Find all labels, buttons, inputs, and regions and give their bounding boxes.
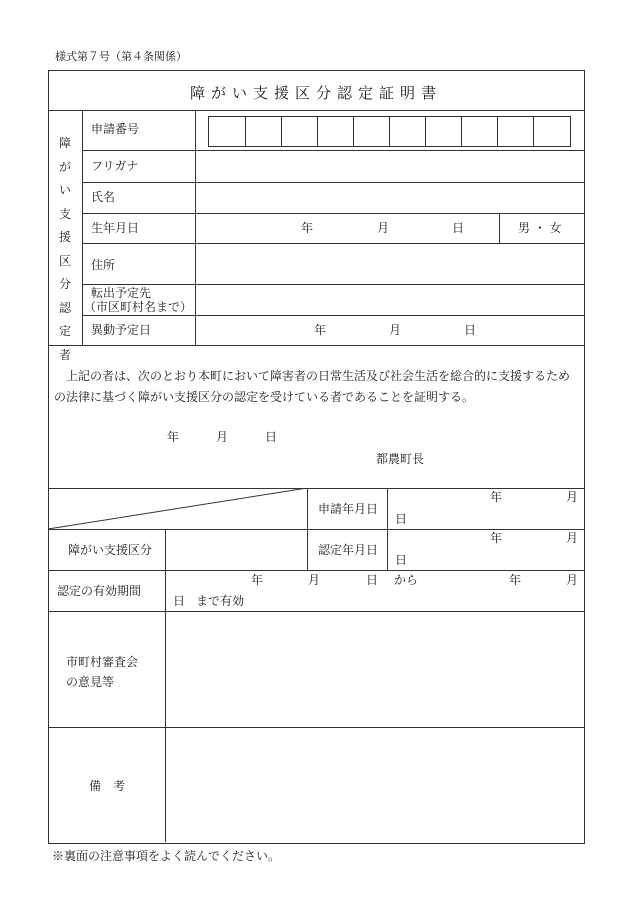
validity-start-day-unit: 日 xyxy=(366,573,379,587)
transfer-destination-note: （市区町村名まで） xyxy=(84,300,193,314)
validity-end-year-unit: 年 xyxy=(509,573,522,587)
footer-note: ※裏面の注意事項をよく読んでください。 xyxy=(52,849,281,863)
name-label: 氏名 xyxy=(91,190,116,204)
birth-date-label: 生年月日 xyxy=(91,221,140,235)
council-opinion-label: 市町村審査会 xyxy=(66,655,139,669)
furigana-label: フリガナ xyxy=(91,159,139,173)
move-date-label: 異動予定日 xyxy=(91,323,152,337)
cert-date-month-unit: 月 xyxy=(566,531,579,545)
validity-from: から xyxy=(394,573,419,587)
issue-day-unit: 日 xyxy=(265,430,278,444)
validity-start-year-unit: 年 xyxy=(251,573,264,587)
birth-day-unit: 日 xyxy=(452,221,465,235)
move-year-unit: 年 xyxy=(314,323,327,337)
form-number: 様式第７号（第４条関係） xyxy=(55,50,187,63)
cert-date-day-unit: 日 xyxy=(395,553,408,567)
move-day-unit: 日 xyxy=(464,323,477,337)
certification-line-1: 上記の者は、次のとおり本町において障害者の日常生活及び社会生活を総合的に支援するため xyxy=(66,369,571,383)
validity-end-day-unit: 日 xyxy=(173,594,186,608)
issue-year-unit: 年 xyxy=(167,430,180,444)
applicant-section-label: 障がい支援区分認定者 xyxy=(58,136,71,362)
application-number-label: 申請番号 xyxy=(91,122,140,136)
birth-year-unit: 年 xyxy=(301,221,314,235)
gender-options[interactable]: 男 ・ 女 xyxy=(518,221,562,235)
birth-month-unit: 月 xyxy=(377,221,390,235)
app-date-year-unit: 年 xyxy=(490,490,503,504)
cert-date-year-unit: 年 xyxy=(490,531,503,545)
validity-period-label: 認定の有効期間 xyxy=(57,584,142,598)
address-label: 住所 xyxy=(91,258,116,272)
certification-statement xyxy=(54,366,582,408)
validity-until: まで有効 xyxy=(196,594,245,608)
transfer-destination-label: 転出予定先 xyxy=(91,286,152,300)
application-date-label: 申請年月日 xyxy=(318,502,379,516)
app-date-day-unit: 日 xyxy=(395,512,408,526)
remarks-label: 備 考 xyxy=(89,779,126,793)
app-date-month-unit: 月 xyxy=(566,490,579,504)
validity-start-month-unit: 月 xyxy=(308,573,321,587)
issuer-title: 都農町長 xyxy=(376,452,425,466)
validity-end-month-unit: 月 xyxy=(566,573,579,587)
certificate-title: 障がい支援区分認定証明書 xyxy=(189,84,442,102)
certification-date-label: 認定年月日 xyxy=(318,543,379,557)
diagonal-slash xyxy=(48,488,308,530)
council-opinion-label-2: の意見等 xyxy=(66,675,115,689)
support-class-label: 障がい支援区分 xyxy=(68,543,153,557)
issue-month-unit: 月 xyxy=(216,430,229,444)
move-month-unit: 月 xyxy=(389,323,402,337)
certification-line-2: の法律に基づく障がい支援区分の認定を受けている者であることを証明する。 xyxy=(54,390,475,404)
